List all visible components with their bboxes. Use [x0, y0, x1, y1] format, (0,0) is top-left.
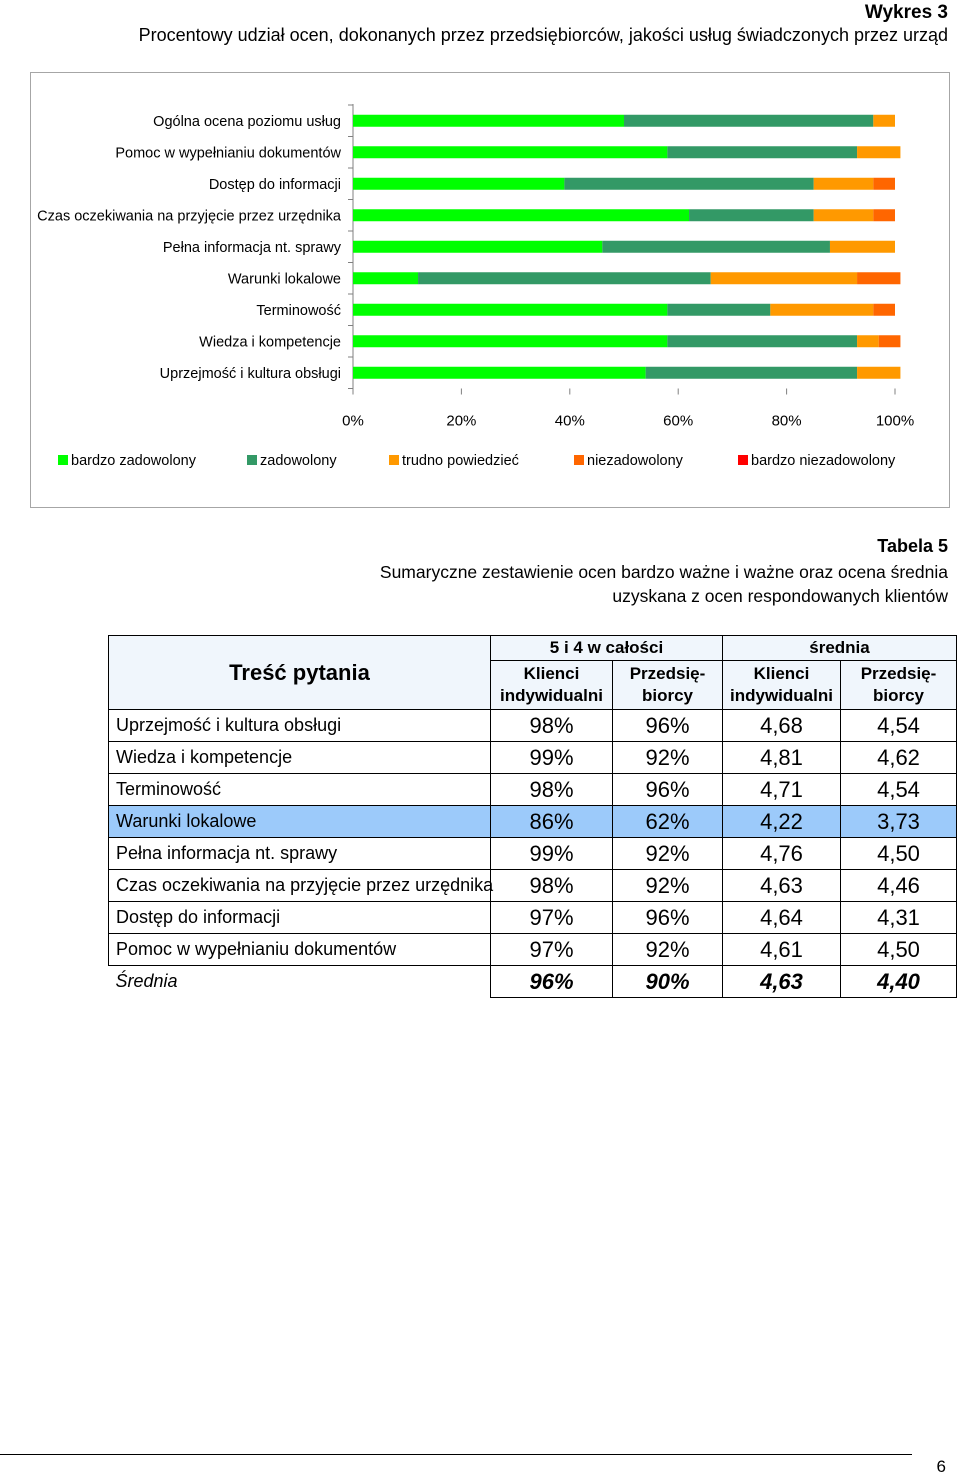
- page-number: 6: [936, 1457, 946, 1476]
- cell-individual-share: 86%: [491, 806, 613, 838]
- row-question: Pomoc w wypełnianiu dokumentów: [109, 934, 491, 966]
- bar-segment: [646, 367, 857, 379]
- cell-individual-share: 98%: [491, 710, 613, 742]
- cell-business-share: 96%: [613, 710, 723, 742]
- bar-segment: [857, 367, 900, 379]
- bar-segment: [667, 304, 770, 316]
- row-question: Warunki lokalowe: [109, 806, 491, 838]
- cell-business-average: 4,46: [841, 870, 957, 902]
- col-header-business-average: [841, 661, 957, 710]
- row-question: Terminowość: [109, 774, 491, 806]
- x-tick-label: 80%: [771, 412, 802, 430]
- category-label: Czas oczekiwania na przyjęcie przez urzędnika: [37, 208, 341, 225]
- col-header-line: biorcy: [872, 686, 925, 705]
- bar-segment: [857, 272, 900, 284]
- bar-segment: [353, 178, 564, 190]
- cell-individual-share: 99%: [491, 742, 613, 774]
- category-label: Uprzejmość i kultura obsługi: [159, 365, 341, 382]
- bar-segment: [873, 209, 895, 221]
- legend-label: bardzo zadowolony: [71, 453, 196, 469]
- average-individual-share: 96%: [491, 966, 613, 998]
- cell-individual-average: 4,81: [723, 742, 841, 774]
- average-individual-average: 4,63: [723, 966, 841, 998]
- cell-individual-share: 97%: [491, 934, 613, 966]
- bar-segment: [873, 304, 895, 316]
- bar-segment: [814, 178, 874, 190]
- group-header-average: średnia: [723, 636, 957, 661]
- bar-segment: [353, 209, 689, 221]
- average-business-share: 90%: [613, 966, 723, 998]
- table-row: [109, 742, 957, 774]
- bar-segment: [814, 209, 874, 221]
- col-header-line: Przedsię-: [860, 664, 937, 683]
- bar-segment: [353, 335, 667, 347]
- bar-segment: [353, 367, 646, 379]
- bar-segment: [667, 335, 857, 347]
- cell-business-average: 3,73: [841, 806, 957, 838]
- bar-segment: [857, 146, 900, 158]
- legend-swatch: [58, 455, 68, 465]
- chart-frame: [30, 72, 950, 508]
- cell-individual-average: 4,22: [723, 806, 841, 838]
- table-row: [109, 902, 957, 934]
- bar-segment: [830, 241, 895, 253]
- table-row: [109, 710, 957, 742]
- legend-swatch: [247, 455, 257, 465]
- legend-label: niezadowolony: [587, 453, 683, 469]
- bar-segment: [873, 178, 895, 190]
- bar-segment: [353, 304, 667, 316]
- cell-business-share: 92%: [613, 934, 723, 966]
- summary-table: [108, 635, 957, 998]
- bar-segment: [879, 335, 901, 347]
- header-row-1: [109, 636, 957, 661]
- col-header-line: Klienci: [523, 664, 580, 683]
- row-question: Uprzejmość i kultura obsługi: [109, 710, 491, 742]
- cell-business-share: 96%: [613, 902, 723, 934]
- col-header-line: indywidualni: [730, 686, 833, 705]
- cell-individual-share: 99%: [491, 838, 613, 870]
- table-row-highlighted: [109, 806, 957, 838]
- bar-segment: [418, 272, 711, 284]
- bar-segment: [564, 178, 813, 190]
- cell-business-average: 4,50: [841, 934, 957, 966]
- x-tick-label: 100%: [875, 412, 915, 430]
- cell-business-share: 62%: [613, 806, 723, 838]
- table-row: [109, 934, 957, 966]
- x-tick-label: 0%: [342, 412, 364, 430]
- table-title-line-2: uzyskana z ocen respondowanych klientów: [612, 586, 948, 606]
- cell-business-average: 4,54: [841, 710, 957, 742]
- table-row: [109, 774, 957, 806]
- figure-label: Wykres 3: [864, 2, 948, 23]
- cell-business-average: 4,54: [841, 774, 957, 806]
- col-header-business-share: [613, 661, 723, 710]
- category-label: Wiedza i kompetencje: [199, 334, 341, 351]
- row-question: Czas oczekiwania na przyjęcie przez urzędnika: [109, 870, 491, 902]
- row-question: Wiedza i kompetencje: [109, 742, 491, 774]
- bar-segment: [353, 241, 602, 253]
- row-question: Pełna informacja nt. sprawy: [109, 838, 491, 870]
- cell-individual-average: 4,76: [723, 838, 841, 870]
- x-tick-label: 20%: [446, 412, 477, 430]
- legend-swatch: [389, 455, 399, 465]
- cell-business-share: 96%: [613, 774, 723, 806]
- category-label: Pomoc w wypełnianiu dokumentów: [115, 145, 341, 162]
- average-row: [109, 966, 957, 998]
- col-header-line: Przedsię-: [629, 664, 706, 683]
- col-header-individual-average: [723, 661, 841, 710]
- legend-swatch: [738, 455, 748, 465]
- cell-individual-average: 4,71: [723, 774, 841, 806]
- cell-business-share: 92%: [613, 742, 723, 774]
- legend-label: trudno powiedzieć: [402, 453, 519, 469]
- cell-individual-share: 98%: [491, 870, 613, 902]
- average-label: Średnia: [115, 971, 178, 992]
- cell-individual-average: 4,61: [723, 934, 841, 966]
- cell-individual-average: 4,64: [723, 902, 841, 934]
- legend-swatch: [574, 455, 584, 465]
- question-header: Treść pytania: [109, 636, 491, 710]
- footer-rule: [0, 1454, 912, 1455]
- category-label: Dostęp do informacji: [208, 176, 341, 193]
- bar-segment: [353, 146, 667, 158]
- bar-segment: [353, 272, 418, 284]
- bar-segment: [770, 304, 873, 316]
- cell-business-average: 4,62: [841, 742, 957, 774]
- cell-business-share: 92%: [613, 838, 723, 870]
- table-label: Tabela 5: [877, 536, 948, 556]
- bar-segment: [602, 241, 830, 253]
- bar-segment: [873, 115, 895, 127]
- x-tick-label: 60%: [663, 412, 694, 430]
- table-row: [109, 870, 957, 902]
- table-title-line-1: Sumaryczne zestawienie ocen bardzo ważne i ważne oraz ocena średnia: [379, 562, 948, 582]
- legend-label: bardzo niezadowolony: [751, 453, 896, 469]
- cell-individual-average: 4,68: [723, 710, 841, 742]
- cell-business-share: 92%: [613, 870, 723, 902]
- cell-business-average: 4,31: [841, 902, 957, 934]
- category-label: Warunki lokalowe: [227, 271, 341, 288]
- bar-segment: [624, 115, 873, 127]
- col-header-line: Klienci: [753, 664, 810, 683]
- row-question: Dostęp do informacji: [109, 902, 491, 934]
- cell-individual-share: 98%: [491, 774, 613, 806]
- figure-title: Procentowy udział ocen, dokonanych przez przedsiębiorców, jakości usług świadczonych przez urząd: [138, 25, 948, 45]
- bar-segment: [711, 272, 857, 284]
- category-label: Pełna informacja nt. sprawy: [162, 239, 341, 256]
- col-header-line: biorcy: [641, 686, 694, 705]
- bar-segment: [667, 146, 857, 158]
- col-header-line: indywidualni: [500, 686, 603, 705]
- cell-individual-share: 97%: [491, 902, 613, 934]
- bar-segment: [689, 209, 814, 221]
- stacked-bar-chart: [31, 73, 951, 509]
- table-title: [380, 560, 948, 608]
- cell-individual-average: 4,63: [723, 870, 841, 902]
- category-label: Terminowość: [256, 302, 341, 319]
- bar-segment: [353, 115, 624, 127]
- bar-segment: [857, 335, 879, 347]
- table-row: [109, 838, 957, 870]
- category-label: Ogólna ocena poziomu usług: [153, 113, 341, 130]
- average-business-average: 4,40: [841, 966, 957, 998]
- col-header-individual-share: [491, 661, 613, 710]
- x-tick-label: 40%: [554, 412, 585, 430]
- group-header-share: 5 i 4 w całości: [491, 636, 723, 661]
- cell-business-average: 4,50: [841, 838, 957, 870]
- legend-label: zadowolony: [260, 453, 337, 469]
